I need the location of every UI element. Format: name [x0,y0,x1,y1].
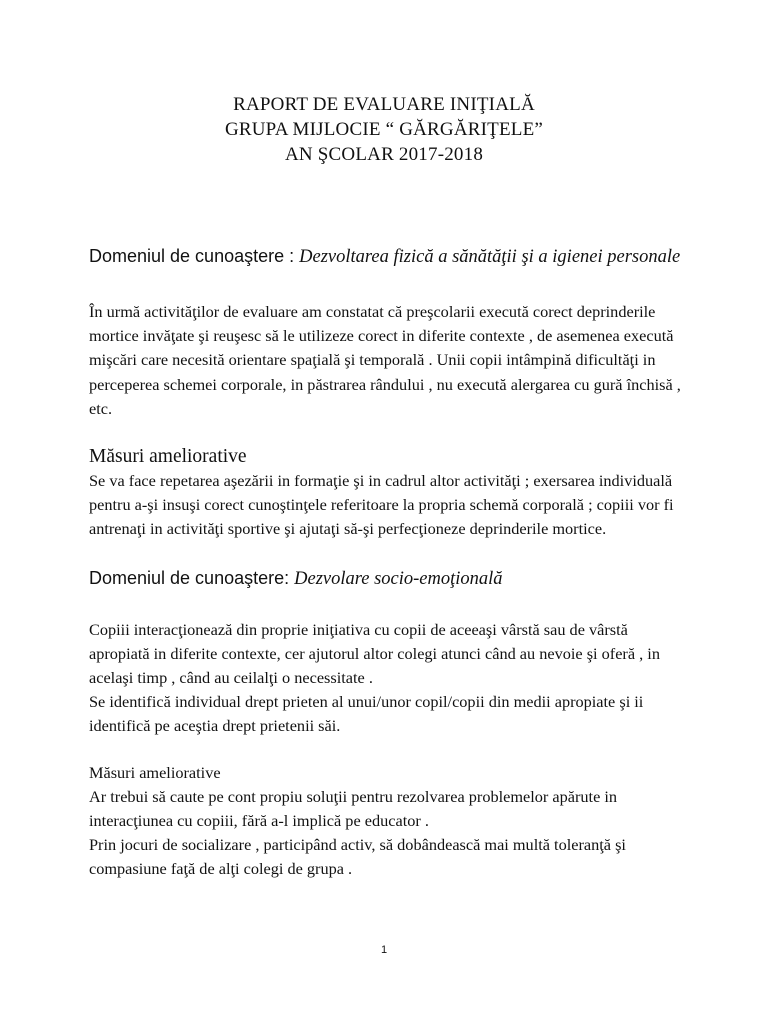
section2-heading-subject: Dezvolare socio-emoţională [294,568,503,589]
report-title [0,92,768,167]
section2-measures-title: Măsuri ameliorative [89,762,221,782]
section1-heading [89,244,689,270]
section1-measures-title: Măsuri ameliorative [89,446,247,468]
section1-paragraph: În urmă activităţilor de evaluare am constatat că preşcolarii execută corect deprinderile mortice invăţate şi reuşesc să le utilizeze corect in diferite contexte , de asemenea execută mişcări care necesită orientare spaţială şi temporală . Unii copii intâmpină dificultăţi in perceperea schemei corporale, in păstrarea rândului , nu execută alergarea cu gură închisă , etc. [89,302,681,418]
section2-measures-text-2: Prin jocuri de socializare , participând activ, să dobândească mai multă toleranţă şi compasiune faţă de alţi colegi de grupa . [89,835,626,879]
title-line-report: RAPORT DE EVALUARE INIŢIALĂ [233,94,535,115]
section1-heading-subject: Dezvoltarea fizică a sănătăţii şi a igienei personale [299,247,681,267]
section1-measures-text: Se va face repetarea aşezării in formaţie şi in cadrul altor activităţi ; exersarea individuală pentru a-şi insuşi corect cunoştinţele referitoare la propria schemă corporală ; copiii vor fi antrenaţi in activităţi sportive şi ajutaţi să-şi perfecţioneze deprinderile mortice. [89,471,674,539]
title-line-group: GRUPA MIJLOCIE “ GĂRGĂRIŢELE” [224,119,544,140]
section2-paragraph-1: Copiii interacţionează din proprie iniţiativa cu copii de aceeaşi vârstă sau de vârstă apropiată in diferite contexte, cer ajutorul altor colegi atunci când au nevoie şi oferă , in acelaşi timp , când au ceilalţi o necessitate . [89,619,660,688]
section1-heading-label: Domeniul de cunoaştere : [89,246,300,266]
section2-heading-label: Domeniul de cunoaştere: [89,567,295,588]
report-body [89,244,689,881]
page-number: 1 [380,944,388,956]
section2-measures-text-1: Ar trebui să caute pe cont propiu soluţii pentru rezolvarea problemelor apărute in interacţiunea cu copiii, fără a-l implică pe educator . [89,786,618,830]
title-line-school-year: AN ŞCOLAR 2017-2018 [284,144,484,165]
section2-heading [89,566,689,592]
section2-paragraph-2: Se identifică individual drept prieten al unui/unor copil/copii din medii apropiate şi ii identifică pe aceştia drept prietenii săi. [89,692,644,736]
